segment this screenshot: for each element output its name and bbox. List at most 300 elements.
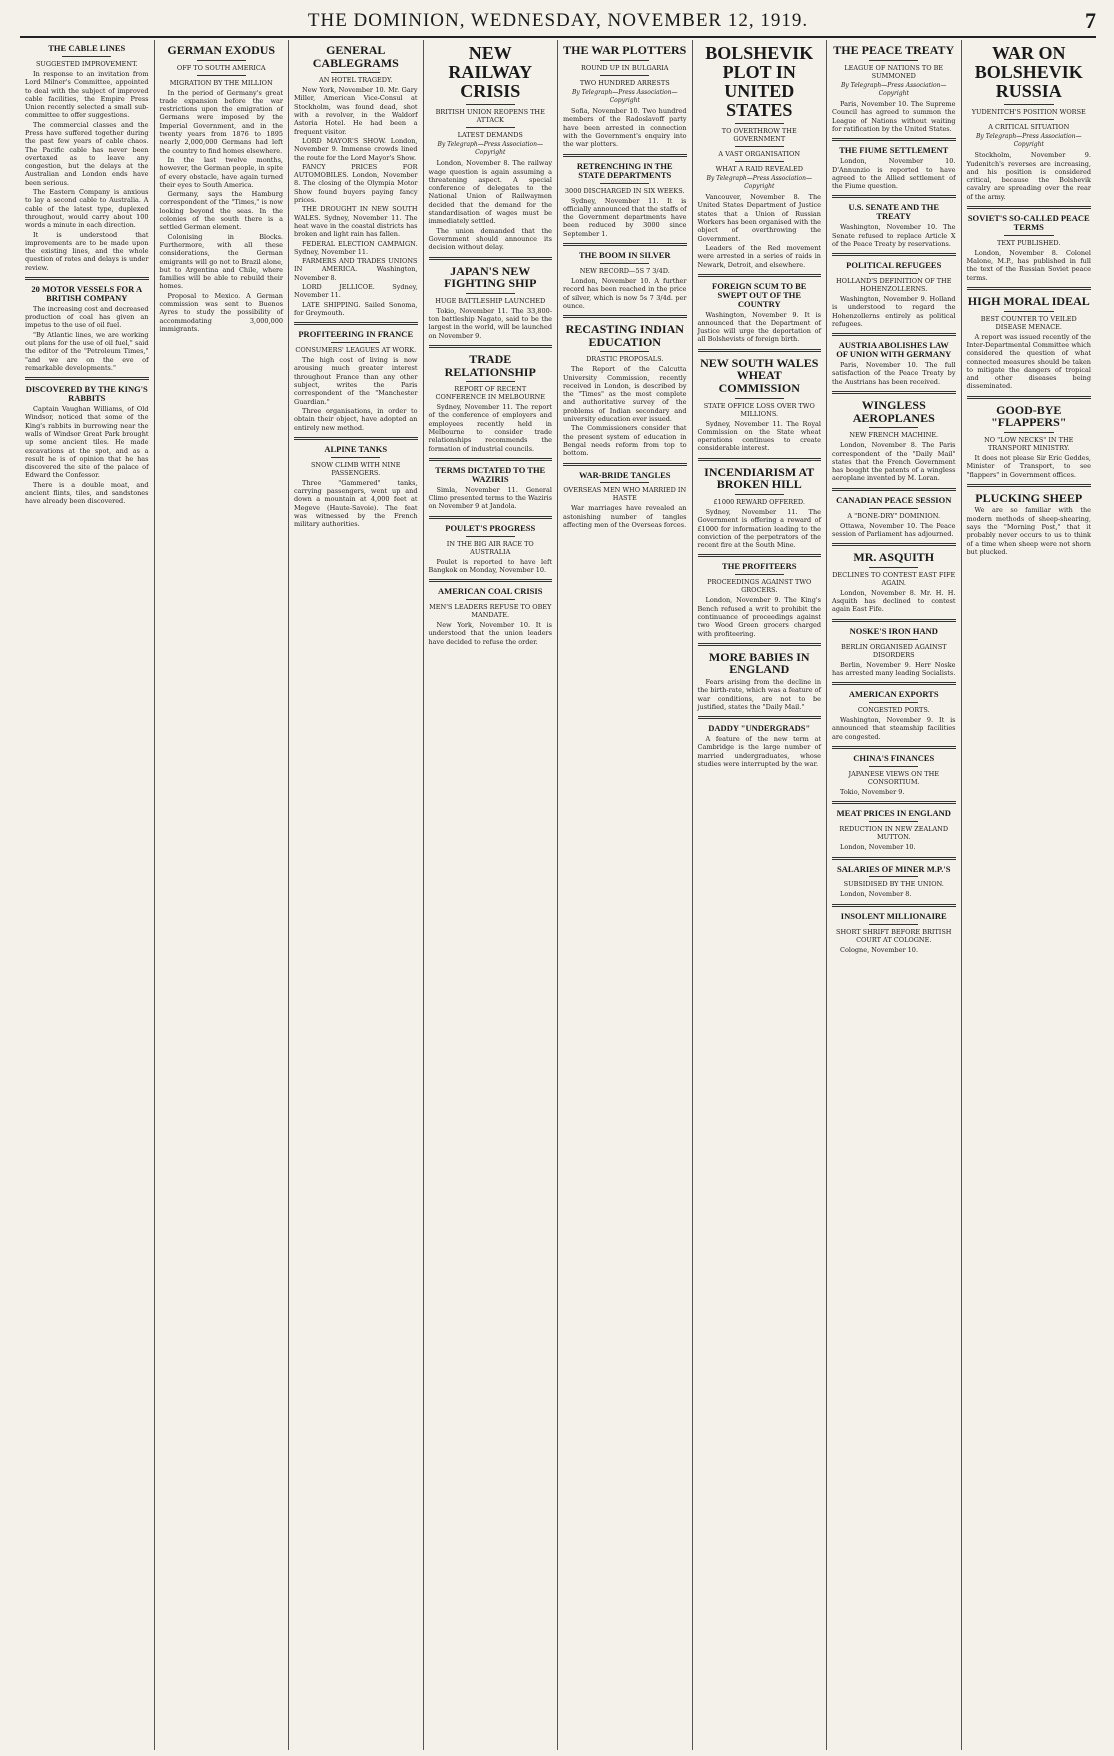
- rule-divider: [466, 599, 515, 600]
- rule-divider: [735, 146, 784, 147]
- rule-divider: [197, 60, 246, 61]
- subheadline: BERLIN ORGANISED AGAINST DISORDERS: [840, 642, 947, 659]
- newspaper-columns: [20, 40, 1096, 1750]
- subheadline: REPORT OF RECENT CONFERENCE IN MELBOURNE: [435, 385, 545, 402]
- subheadline: OVERSEAS MEN WHO MARRIED IN HASTE: [563, 486, 687, 503]
- article-divider: [832, 195, 956, 198]
- paragraph: FANCY PRICES FOR AUTOMOBILES. London, November 8. The closing of the Olympia Motor Show found buyers paying fancy prices.: [294, 162, 418, 205]
- article: [698, 643, 822, 711]
- wire-credit: By Telegraph—Press Association—Copyright: [571, 88, 678, 104]
- article-divider: [832, 619, 956, 622]
- subheadline: DECLINES TO CONTEST EAST FIFE AGAIN.: [832, 570, 956, 587]
- paragraph: Tokio, November 9.: [840, 787, 905, 796]
- paragraph: In the period of Germany's great trade expansion before the war restrictions upon the emigration of Germans were imposed by the Imperial Government, and in the twenty years from 1876 to 1895 nearly 2,000,000 Germans had left the country to find homes elsewhere.: [159, 88, 283, 155]
- wire-credit: By Telegraph—Press Association—Copyright: [975, 132, 1082, 148]
- rule-divider: [600, 482, 649, 483]
- article: [832, 801, 956, 851]
- rule-divider: [331, 457, 380, 458]
- article: [563, 315, 687, 457]
- page-number: 7: [1085, 8, 1096, 33]
- subheadline: SHORT SHRIFT BEFORE BRITISH COURT AT COLOGNE.: [836, 927, 952, 944]
- masthead-title: THE DOMINION, WEDNESDAY, NOVEMBER 12, 1919.: [307, 10, 809, 31]
- article-divider: [429, 579, 553, 582]
- article-divider: [563, 463, 687, 466]
- headline: INSOLENT MILLIONAIRE: [840, 910, 947, 921]
- article-body: [967, 151, 1092, 201]
- subheadline: ROUND UP IN BULGARIA: [580, 63, 669, 72]
- article-body: [563, 277, 687, 310]
- rule-divider: [869, 427, 918, 428]
- subheadline: YUDENITCH'S POSITION WORSE: [971, 107, 1086, 116]
- headline: JAPAN'S NEW FIGHTING SHIP: [444, 263, 537, 291]
- rule-divider: [1004, 104, 1054, 105]
- headline: PROFITEERING IN FRANCE: [298, 329, 414, 340]
- subheadline: NO "LOW NECKS" IN THE TRANSPORT MINISTRY.: [984, 435, 1074, 452]
- article-divider: [698, 716, 822, 719]
- rule-divider: [1004, 119, 1054, 120]
- paragraph: Colonising in Blocks. Furthermore, with all these considerations, the German emigrants will go not to Brazil alone, but to Argentina and Chile, where families will be able to rebuild their homes.: [159, 232, 283, 291]
- rule-divider: [1004, 311, 1054, 312]
- article-body: [25, 405, 149, 506]
- headline: RETRENCHING IN THE STATE DEPARTMENTS: [576, 160, 673, 180]
- rule-divider: [466, 293, 515, 294]
- article-divider: [967, 206, 1092, 209]
- article-body: [25, 70, 149, 272]
- rule-divider: [466, 381, 515, 382]
- article-divider: [832, 746, 956, 749]
- article: [698, 554, 822, 637]
- subheadline: BRITISH UNION REOPENS THE ATTACK: [435, 107, 545, 124]
- headline: NEW SOUTH WALES WHEAT COMMISSION: [700, 355, 819, 395]
- paragraph: Paris, November 10. The full satisfaction of the Peace Treaty by the Austrians has been received.: [832, 361, 956, 386]
- paragraph: We are so familiar with the modern methods of sheep-shearing, says the "Morning Post," that it probably never occurs to us to think of a time when sheep were not shorn but plucked.: [966, 506, 1091, 556]
- article: [25, 277, 149, 372]
- rule-divider: [869, 702, 918, 703]
- paragraph: Leaders of the Red movement were arrested in a series of raids in Newark, Detroit, and elsewhere.: [697, 243, 821, 269]
- article-divider: [967, 484, 1092, 487]
- article: [25, 44, 149, 272]
- column: [155, 40, 290, 1750]
- subheadline: 3000 DISCHARGED IN SIX WEEKS.: [564, 186, 685, 195]
- headline: INCENDIARISM AT BROKEN HILL: [704, 464, 815, 492]
- rule-divider: [735, 123, 784, 124]
- paragraph: LORD MAYOR'S SHOW. London, November 9. Immense crowds lined the route for the Lord Mayor's Show.: [294, 136, 418, 162]
- article: [563, 44, 687, 149]
- column: [424, 40, 559, 1750]
- article: [294, 322, 418, 432]
- article: [429, 458, 553, 511]
- paragraph: Cologne, November 10.: [840, 945, 919, 954]
- article: [832, 904, 956, 954]
- rule-divider: [466, 536, 515, 537]
- headline: TRADE RELATIONSHIP: [444, 351, 536, 379]
- headline: MEAT PRICES IN ENGLAND: [836, 808, 951, 819]
- article-body: [563, 504, 687, 529]
- paragraph: Sofia, November 10. Two hundred members of the Radoslavoff party have been arrested in connection with the Government's enquiry into the war plotters.: [563, 107, 687, 149]
- headline: MORE BABIES IN ENGLAND: [708, 649, 810, 677]
- headline: BOLSHEVIK PLOT IN UNITED STATES: [705, 43, 814, 120]
- paragraph: London, November 10. A further record has been reached in the price of silver, which is now 5s 7 3/4d. per ounce.: [563, 276, 687, 310]
- wire-credit: By Telegraph—Press Association—Copyright: [706, 174, 813, 190]
- headline: PLUCKING SHEEP: [975, 490, 1083, 505]
- article: [294, 437, 418, 529]
- headline: CHINA'S FINANCES: [853, 753, 935, 764]
- paragraph: Vancouver, November 8. The United States Department of Justice states that a Union of Russian Workers has been organised with the object of overthrowing the Government.: [697, 193, 821, 243]
- rule-divider: [869, 876, 918, 877]
- article-body: [832, 295, 956, 328]
- paragraph: Sydney, November 11. The Government is offering a reward of £1000 for information leading to the conviction of the perpetrators of the recent fire at the South Mine.: [697, 507, 821, 550]
- article: [698, 349, 822, 453]
- rule-divider: [466, 127, 515, 128]
- rule-divider: [869, 508, 918, 509]
- article-divider: [429, 257, 553, 260]
- subheadline: A "BONE-DRY" DOMINION.: [847, 511, 941, 520]
- article: [563, 243, 687, 310]
- rule-divider: [869, 567, 918, 568]
- subheadline: MIGRATION BY THE MILLION: [169, 78, 273, 87]
- article-body: [25, 305, 149, 372]
- paragraph: London, November 8. The railway wage question is again assuming a threatening aspect. A special conference of delegates to the National Union of Railwaymen decided that the demand for the standardisation of wages must be immediately settled.: [428, 159, 552, 226]
- rule-divider: [331, 72, 380, 73]
- article: [832, 746, 956, 796]
- paragraph: Stockholm, November 9. Yudenitch's reverses are increasing, and his position is considered critical, because the Bolshevik cavalry are spreading over the rear of the army.: [966, 151, 1091, 201]
- paragraph: It is understood that improvements are to be made upon the existing lines, and the whole question of rates and delays is under review.: [25, 230, 149, 272]
- headline: MR. ASQUITH: [853, 550, 935, 565]
- headline: RECASTING INDIAN EDUCATION: [565, 322, 684, 349]
- headline: NEW RAILWAY CRISIS: [448, 43, 533, 101]
- headline: THE CABLE LINES: [48, 43, 126, 53]
- article-body: [698, 420, 822, 453]
- article-body: [429, 621, 553, 646]
- article: [832, 391, 956, 483]
- headline: THE PROFITEERS: [722, 561, 797, 572]
- article: [832, 44, 956, 133]
- subheadline: REDUCTION IN NEW ZEALAND MUTTON.: [839, 825, 949, 842]
- headline: WAR ON BOLSHEVIK RUSSIA: [974, 43, 1083, 101]
- article: [698, 44, 822, 269]
- headline: POULET'S PROGRESS: [445, 522, 536, 533]
- headline: THE WAR PLOTTERS: [563, 43, 687, 57]
- paragraph: A feature of the new term at Cambridge is the large number of married undergraduates, whose studies were interrupted by the war.: [697, 735, 821, 769]
- paragraph: London, November 8. Mr. H. H. Asquith has declined to contest again East Fife.: [832, 588, 956, 614]
- article-divider: [294, 437, 418, 440]
- article: [429, 345, 553, 453]
- article-divider: [429, 345, 553, 348]
- rule-divider: [869, 821, 918, 822]
- column: [20, 40, 155, 1750]
- subheadline: OFF TO SOUTH AMERICA: [176, 63, 266, 72]
- article-body: [698, 193, 822, 269]
- article: [698, 274, 822, 344]
- paragraph: Ottawa, November 10. The Peace session of Parliament has adjourned.: [832, 521, 956, 538]
- article-divider: [294, 322, 418, 325]
- subheadline: SUBSIDISED BY THE UNION.: [843, 880, 944, 889]
- paragraph: London, November 9. The King's Bench refused a writ to prohibit the continuance of proceedings against two Wood Green grocers charged with profiteering.: [697, 596, 821, 638]
- subheadline: STATE OFFICE LOSS OVER TWO MILLIONS.: [703, 401, 815, 418]
- rule-divider: [869, 639, 918, 640]
- article-divider: [832, 488, 956, 491]
- article-body: [698, 311, 822, 344]
- article: [25, 377, 149, 505]
- paragraph: Sydney, November 11. The Royal Commission on the State wheat operations continues to create considerable interest.: [697, 419, 821, 453]
- rule-divider: [600, 351, 649, 352]
- article-divider: [698, 458, 822, 461]
- article-divider: [698, 349, 822, 352]
- rule-divider: [735, 574, 784, 575]
- article: [832, 543, 956, 613]
- paragraph: London, November 8.: [840, 890, 912, 899]
- paragraph: London, November 10.: [840, 843, 916, 852]
- headline: AMERICAN COAL CRISIS: [438, 586, 543, 597]
- article-divider: [429, 516, 553, 519]
- headline: 20 MOTOR VESSELS FOR A BRITISH COMPANY: [31, 284, 143, 303]
- rule-divider: [600, 60, 649, 61]
- article: [832, 253, 956, 328]
- paragraph: The Report of the Calcutta University Commission, recently received in London, is described by the "Times" as the most complete and authoritative survey of the problems of Indian secondary and university education ever issued.: [563, 365, 687, 424]
- article: [698, 458, 822, 550]
- article-body: [563, 107, 687, 148]
- column: [693, 40, 828, 1750]
- article: [832, 333, 956, 386]
- article-body: [429, 159, 553, 251]
- subheadline: MEN'S LEADERS REFUSE TO OBEY MANDATE.: [429, 603, 552, 620]
- article-divider: [832, 904, 956, 907]
- article: [429, 257, 553, 340]
- rule-divider: [331, 342, 380, 343]
- paragraph: The union demanded that the Government should announce its decision without delay.: [428, 226, 552, 252]
- subheadline: BEST COUNTER TO VEILED DISEASE MENACE.: [980, 314, 1077, 331]
- rule-divider: [197, 75, 246, 76]
- paragraph: "By Atlantic lines, we are working out plans for the use of oil fuel," said the editor of the "Petroleum Times," "and we are on the eve of remarkable developments.": [25, 330, 149, 372]
- article-body: [294, 86, 418, 317]
- article-body: [967, 333, 1092, 391]
- paragraph: Washington, November 9. Holland is understood to regard the Hohenzollerns entirely as political refugees.: [832, 295, 956, 329]
- paragraph: Three "Gammered" tanks, carrying passengers, went up and down a mountain at 4,000 feet at Megeve (Haute-Savoie). The feat was witnessed by the French military authorities.: [294, 478, 418, 529]
- rule-divider: [600, 183, 649, 184]
- article: [832, 682, 956, 741]
- article: [832, 857, 956, 899]
- article: [832, 488, 956, 539]
- article-body: [294, 479, 418, 529]
- column: [289, 40, 424, 1750]
- subheadline: TWO HUNDRED ARRESTS: [579, 78, 670, 87]
- wire-credit: By Telegraph—Press Association—Copyright: [840, 81, 947, 97]
- article-body: [832, 361, 956, 386]
- subheadline: DRASTIC PROPOSALS.: [586, 355, 664, 364]
- article-body: [967, 454, 1092, 479]
- headline: DADDY "UNDERGRADS": [708, 723, 811, 734]
- headline: SOVIET'S SO-CALLED PEACE TERMS: [967, 213, 1090, 232]
- article-divider: [563, 315, 687, 318]
- paragraph: Captain Vaughan Williams, of Old Windsor, noticed that some of the King's rabbits in burrowing near the walls of Windsor Great Park brought up some ancient tiles. He made excavations at the spot, and as a result he is of opinion that he has discovered the site of the palace of Edward the Confessor.: [25, 405, 149, 480]
- headline: ALPINE TANKS: [324, 443, 388, 454]
- article-body: [429, 558, 553, 575]
- paragraph: The Commissioners consider that the present system of education in Bengal needs reform from top to bottom.: [563, 424, 687, 458]
- article-divider: [832, 857, 956, 860]
- subheadline: AN HOTEL TRAGEDY.: [319, 76, 393, 85]
- rule-divider: [869, 924, 918, 925]
- subheadline: CONSUMERS' LEAGUES AT WORK.: [295, 346, 417, 355]
- subheadline: A VAST ORGANISATION: [718, 149, 801, 158]
- article-body: [832, 522, 956, 539]
- article: [429, 44, 553, 252]
- subheadline: £1000 REWARD OFFERED.: [713, 497, 805, 506]
- article-body: [832, 946, 956, 954]
- paragraph: Germany, says the Hamburg correspondent of the "Times," is now looking beyond the seas. In the colonies of the south there is a settled German element.: [159, 190, 283, 232]
- headline: THE BOOM IN SILVER: [578, 250, 671, 260]
- headline: NOSKE'S IRON HAND: [849, 625, 938, 636]
- paragraph: The high cost of living is now arousing much greater interest throughout France than any other subject, writes the Paris correspondent of the "Manchester Guardian.": [294, 356, 418, 406]
- paragraph: Proposal to Mexico. A German commission was sent to Buenos Ayres to study the possibility of accommodating 3,000,000 immigrants.: [159, 291, 283, 333]
- headline: DISCOVERED BY THE KING'S RABBITS: [25, 384, 148, 404]
- article: [832, 138, 956, 190]
- paragraph: It does not please Sir Eric Geddes, Minister of Transport, to see "flappers" in Government offices.: [966, 453, 1091, 479]
- paragraph: In the last twelve months, however, the German people, in spite of every obstacle, have again turned their eyes to South America.: [159, 155, 283, 189]
- paragraph: Washington, November 9. It is announced that steamship facilities are congested.: [832, 716, 956, 741]
- rule-divider: [1004, 235, 1054, 236]
- subheadline: TEXT PUBLISHED.: [997, 238, 1061, 247]
- subheadline: WHAT A RAID REVEALED: [715, 164, 803, 173]
- subheadline: LATEST DEMANDS: [457, 130, 523, 139]
- article: [967, 44, 1092, 201]
- article: [832, 619, 956, 678]
- headline: WINGLESS AEROPLANES: [852, 398, 935, 425]
- paragraph: New York, November 10. It is understood that the union leaders have decided to refuse the order.: [428, 621, 552, 646]
- subheadline: SNOW CLIMB WITH NINE PASSENGERS.: [310, 460, 401, 477]
- article-body: [832, 157, 956, 190]
- article-body: [832, 843, 956, 851]
- headline: SALARIES OF MINER M.P.'S: [837, 863, 951, 874]
- article-body: [563, 365, 687, 457]
- article-divider: [832, 138, 956, 141]
- article: [429, 516, 553, 575]
- headline: THE FIUME SETTLEMENT: [839, 145, 949, 156]
- paragraph: Berlin, November 9. Herr Noske has arrested many leading Socialists.: [832, 660, 956, 677]
- paragraph: London, November 8. The Paris correspondent of the "Daily Mail" states that the French Government has bought the patents of a wingless aeroplane invented by M. Loran.: [832, 441, 956, 483]
- article-body: [832, 100, 956, 133]
- article-body: [967, 506, 1092, 556]
- article-body: [832, 589, 956, 614]
- paragraph: LATE SHIPPING. Sailed Sonoma, for Greymouth.: [294, 300, 418, 317]
- article-body: [832, 788, 956, 796]
- article: [698, 716, 822, 768]
- headline: HIGH MORAL IDEAL: [967, 294, 1090, 309]
- paragraph: War marriages have revealed an astonishing number of tangles affecting men of the Overseas forces.: [563, 504, 687, 530]
- paragraph: Tokio, November 11. The 33,800-ton battleship Nagato, said to be the largest in the world, will be launched on November 9.: [428, 306, 552, 340]
- subheadline: HOLLAND'S DEFINITION OF THE HOHENZOLLERNS.: [836, 277, 952, 294]
- article: [967, 287, 1092, 391]
- paragraph: A report was issued recently of the Inter-Departmental Committee which considered the question of what connected measures should be taken to mitigate the dangers of tropical and other diseases being disseminated.: [966, 332, 1091, 391]
- rule-divider: [1004, 432, 1054, 433]
- headline: CANADIAN PEACE SESSION: [836, 494, 952, 505]
- article: [294, 44, 418, 317]
- article-body: [563, 197, 687, 238]
- rule-divider: [735, 494, 784, 495]
- article: [832, 195, 956, 248]
- rule-divider: [869, 273, 918, 274]
- paragraph: London, November 10. D'Annunzio is reported to have agreed to the Allied settlement of the Fiume question.: [832, 157, 956, 191]
- article-divider: [25, 277, 149, 280]
- headline: POLITICAL REFUGEES: [846, 260, 942, 271]
- rule-divider: [600, 263, 649, 264]
- paragraph: In response to an invitation from Lord Milner's Committee, appointed to deal with the subject of improved cable facilities, the Empire Press Union recently selected a small sub-committee to offer suggestions.: [25, 69, 149, 120]
- subheadline: NEW RECORD—5S 7 3/4D.: [579, 266, 670, 275]
- article: [429, 579, 553, 646]
- paragraph: Three organisations, in order to obtain their object, have adopted an entirely new method.: [294, 406, 418, 432]
- paragraph: Fears arising from the decline in the birth-rate, which was a feature of war conditions, are not to be justified, states the "Daily Mail.": [697, 678, 821, 711]
- subheadline: HUGE BATTLESHIP LAUNCHED: [435, 296, 546, 305]
- article-divider: [25, 377, 149, 380]
- article-divider: [967, 287, 1092, 290]
- article: [967, 396, 1092, 479]
- headline: GERMAN EXODUS: [167, 43, 276, 57]
- column: [558, 40, 693, 1750]
- article-body: [832, 661, 956, 678]
- article-divider: [698, 643, 822, 646]
- paragraph: The increasing cost and decreased production of coal has given an impetus to the use of oil fuel.: [25, 304, 149, 330]
- article-body: [832, 223, 956, 248]
- article-divider: [429, 458, 553, 461]
- paragraph: The commercial classes and the Press have suffered together during the past few years of cable chaos. The Pacific cable has never been overtaxed as to leave any congestion, but the delays at the Australian and London ends have been serious.: [25, 120, 149, 187]
- subheadline: NEW FRENCH MACHINE.: [849, 431, 939, 440]
- article-divider: [563, 154, 687, 157]
- article-body: [429, 403, 553, 453]
- subheadline: CONGESTED PORTS.: [857, 706, 930, 715]
- rule-divider: [62, 56, 111, 57]
- paragraph: New York, November 10. Mr. Gary Miller, American Vice-Consul at Stockholm, was found dead, shot with a revolver, in the Waldorf Astoria Hotel. He had been a frequent visitor.: [294, 86, 418, 136]
- article: [160, 44, 284, 333]
- column: [827, 40, 962, 1750]
- article: [563, 463, 687, 530]
- wire-credit: By Telegraph—Press Association—Copyright: [437, 140, 544, 156]
- article-body: [429, 486, 553, 511]
- article-divider: [832, 333, 956, 336]
- rule-divider: [735, 398, 784, 399]
- paragraph: Paris, November 10. The Supreme Council has agreed to summon the League of Nations without waiting for ratification by the United States.: [832, 100, 956, 134]
- article-body: [429, 307, 553, 340]
- paragraph: There is a double moat, and ancient flints, tiles, and sandstones have already been discovered.: [25, 480, 149, 506]
- headline: THE PEACE TREATY: [833, 43, 955, 57]
- paragraph: Washington, November 9. It is announced that the Department of Justice will urge the deportation of all Bolshevists of foreign birth.: [697, 310, 821, 344]
- headline: FOREIGN SCUM TO BE SWEPT OUT OF THE COUNTRY: [712, 280, 807, 309]
- article-divider: [967, 396, 1092, 399]
- paragraph: Sydney, November 11. It is officially announced that the staffs of the Government departments have been reduced by 3000 since September 1.: [563, 196, 687, 238]
- article-body: [832, 441, 956, 482]
- rule-divider: [735, 161, 784, 162]
- article-divider: [832, 543, 956, 546]
- article: [967, 484, 1092, 556]
- article-divider: [832, 801, 956, 804]
- article-body: [832, 890, 956, 898]
- subheadline: A CRITICAL SITUATION: [988, 122, 1070, 131]
- headline: GOOD-BYE "FLAPPERS": [991, 402, 1067, 430]
- article-divider: [698, 554, 822, 557]
- article-divider: [832, 253, 956, 256]
- headline: WAR-BRIDE TANGLES: [578, 469, 671, 480]
- subheadline: PROCEEDINGS AGAINST TWO GROCERS.: [707, 578, 812, 595]
- subheadline: SUGGESTED IMPROVEMENT.: [35, 59, 138, 68]
- article-body: [698, 508, 822, 549]
- article: [563, 154, 687, 238]
- article-divider: [698, 274, 822, 277]
- column: [962, 40, 1097, 1750]
- rule-divider: [869, 60, 918, 61]
- article-body: [160, 89, 284, 334]
- headline: AUSTRIA ABOLISHES LAW OF UNION WITH GERMANY: [836, 340, 952, 360]
- subheadline: LEAGUE OF NATIONS TO BE SUMMONED: [844, 63, 944, 80]
- rule-divider: [869, 766, 918, 767]
- article-body: [967, 249, 1092, 282]
